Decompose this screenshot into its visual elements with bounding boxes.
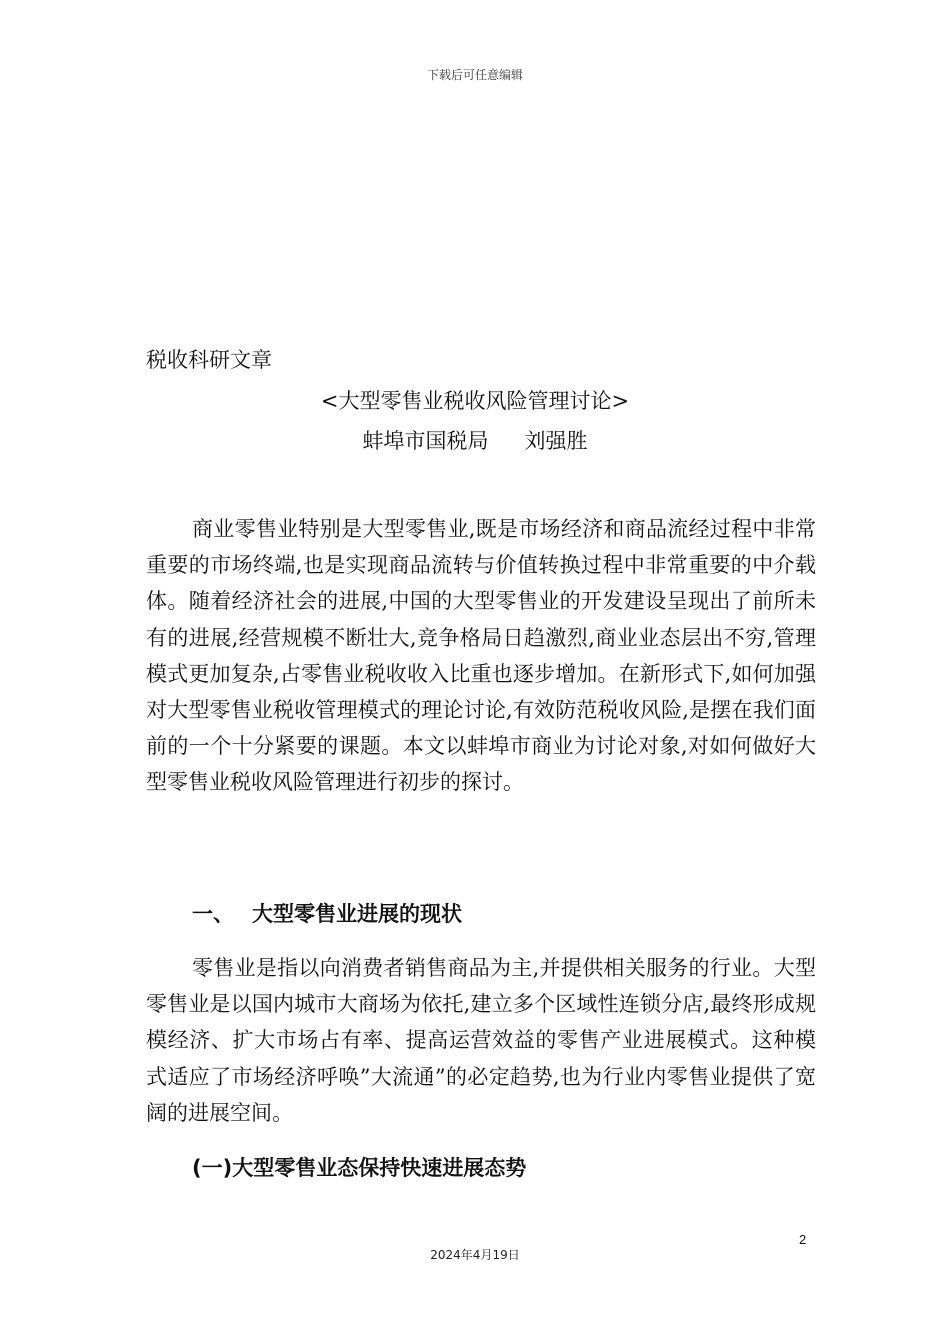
author-organization: 蚌埠市国税局 (362, 429, 489, 453)
intro-paragraph: 商业零售业特别是大型零售业,既是市场经济和商品流经过程中非常重要的市场终端,也是实现商品流转与价值转换过程中非常重要的中介载体。随着经济社会的进展,中国的大型零售业的开发建设呈现出了前所未有的进展,经营规模不断壮大,竞争格局日趋激烈,商业业态层出不穷,管理模式更加复杂,占零售业税收收入比重也逐步增加。在新形式下,如何加强对大型零售业税收管理模式的理论讨论,有效防范税收风险,是摆在我们面前的一个十分紧要的课题。本文以蚌埠市商业为讨论对象,对如何做好大型零售业税收风险管理进行初步的探讨。 (146, 517, 816, 795)
page-number: 2 (799, 1232, 807, 1247)
subsection-heading-1: (一)大型零售业态保持快速进展态势 (192, 1156, 527, 1180)
section-paragraph: 零售业是指以向消费者销售商品为主,并提供相关服务的行业。大型零售业是以国内城市大商场为依托,建立多个区域性连锁分店,最终形成规模经济、扩大市场占有率、提高运营效益的零售产业进展模式。这种模式适应了市场经济呼唤”大流通”的必定趋势,也为行业内零售业提供了宽阔的进展空间。 (146, 956, 816, 1125)
footer-date: 2024年4月19日 (430, 1248, 520, 1262)
article-category-label: 税收科研文章 (146, 348, 272, 372)
section-heading-number: 一、 (192, 902, 234, 926)
author-line (0, 425, 950, 455)
section-heading-1 (192, 898, 462, 928)
author-name: 刘强胜 (524, 429, 588, 453)
section-heading-text: 大型零售业进展的现状 (252, 902, 462, 926)
header-note: 下载后可任意编辑 (426, 68, 523, 82)
article-title: <大型零售业税收风险管理讨论> (320, 389, 630, 413)
